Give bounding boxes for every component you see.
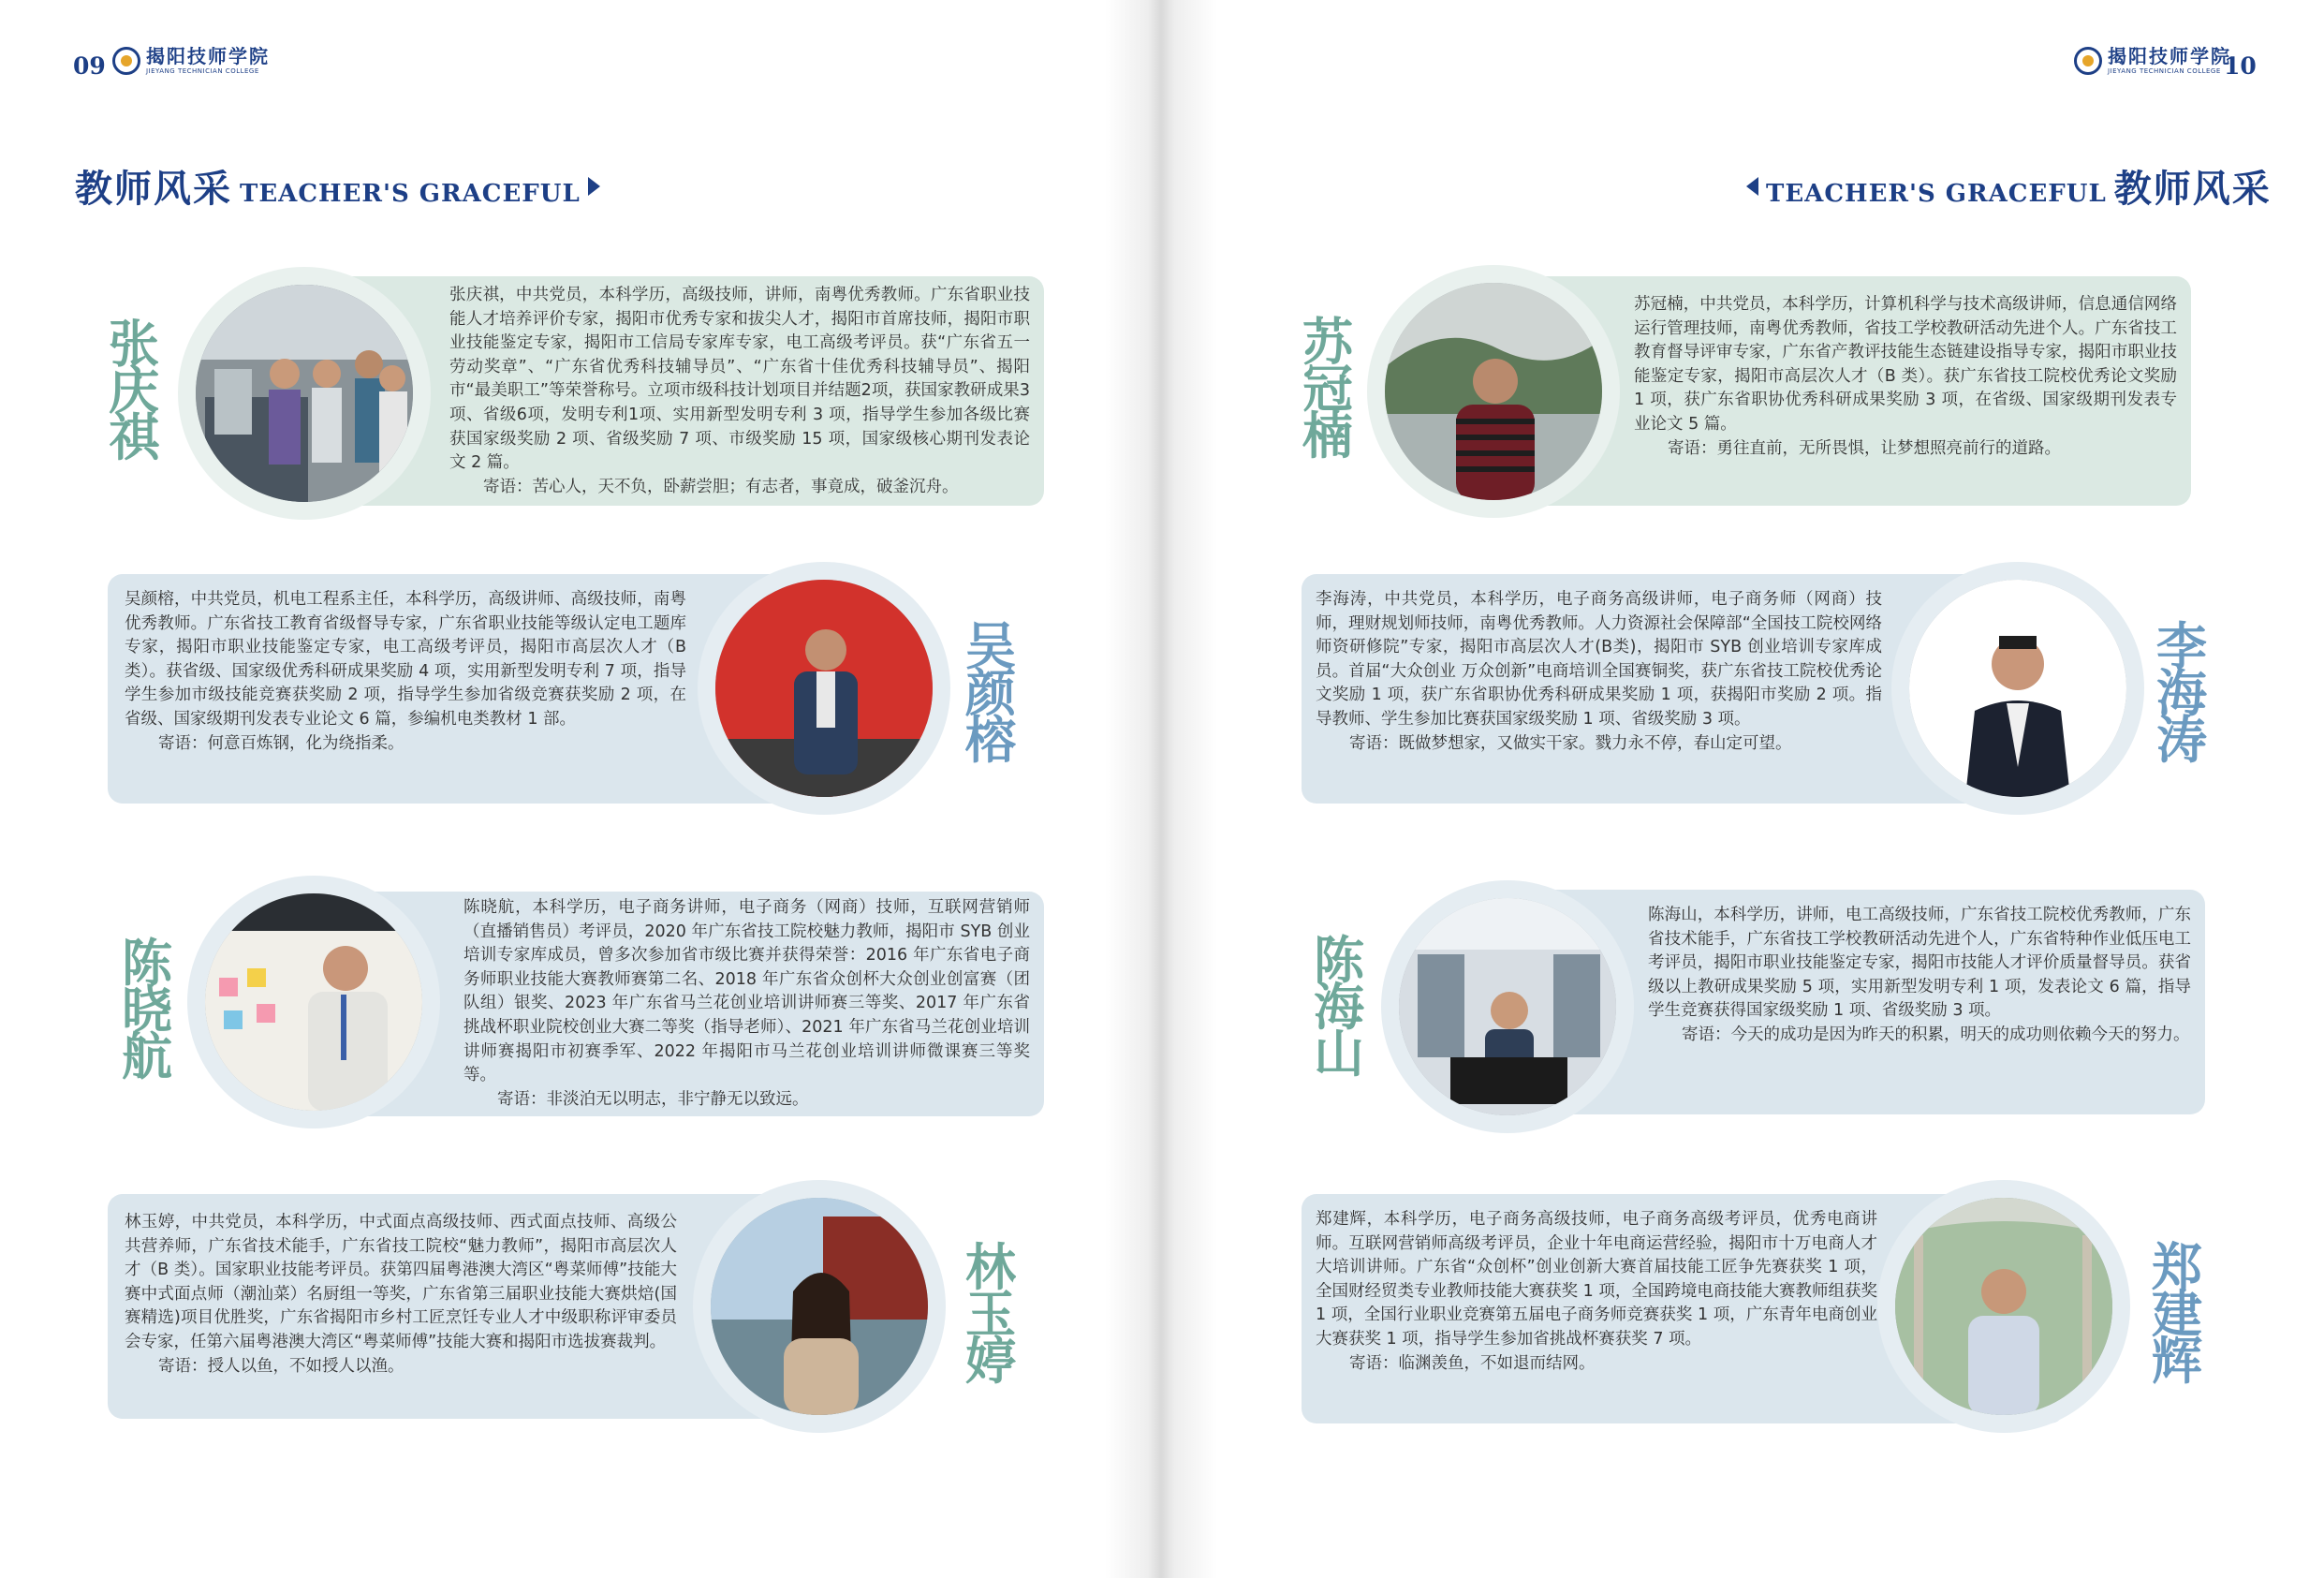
name-char: 张	[109, 314, 159, 374]
profile-bio	[1648, 904, 2191, 1048]
profile-photo	[1399, 898, 1616, 1115]
profile-photo-frame	[693, 1180, 946, 1433]
motto-text: 寄语：何意百炼钢，化为绕指柔。	[158, 733, 404, 753]
section-title-left	[75, 159, 600, 213]
name-char: 楠	[1302, 406, 1353, 465]
profile-photo-frame	[1877, 1180, 2130, 1433]
profile-bio	[1316, 1208, 1877, 1376]
name-char: 海	[2156, 663, 2207, 723]
college-logo-left	[112, 47, 270, 75]
arrow-right-icon	[588, 177, 600, 196]
motto-text: 寄语：勇往直前，无所畏惧，让梦想照亮前行的道路。	[1668, 438, 2061, 458]
bio-text: 林玉婷，中共党员，本科学历，中式面点高级技师、西式面点技师、高级公共营养师，广东省技术能手，广东省技工院校“魅力教师”，揭阳市高层次人才（B 类）。国家职业技能考评员。获第四届粤港澳大湾区“粤菜师傅”技能大赛中式面点师（潮汕菜）名厨组一等奖，广东省第三届职业技能大赛烘焙(国赛精选)项目优胜奖，广东省揭阳市乡村工匠烹饪专业人才中级职称评审委员会专家，任第六届粤港澳大湾区“粤菜师傅”技能大赛和揭阳市选拔赛裁判。	[125, 1213, 677, 1351]
motto-text: 寄语：既做梦想家，又做实干家。戮力永不停，春山定可望。	[1349, 733, 1792, 753]
name-char: 庆	[109, 361, 159, 420]
profile-bio	[125, 1211, 677, 1379]
logo-cn-text: 揭阳技师学院	[146, 45, 270, 67]
motto-text: 寄语：授人以鱼，不如授人以渔。	[158, 1356, 404, 1376]
photo-presenter-icon	[205, 893, 422, 1111]
profile-photo-frame	[698, 562, 950, 815]
teacher-name	[1302, 930, 1376, 1084]
name-char: 陈	[1314, 930, 1364, 990]
page-gutter	[1105, 0, 1217, 1578]
name-char: 郑	[2152, 1237, 2202, 1297]
motto-text: 寄语：临渊羡鱼，不如退而结网。	[1349, 1353, 1596, 1373]
profile-bio	[1634, 293, 2183, 461]
name-char: 海	[1314, 977, 1364, 1037]
teacher-name	[1290, 312, 1365, 465]
bio-text: 陈晓航，本科学历，电子商务讲师，电子商务（网商）技师，互联网营销师（直播销售员）考评员，2020 年广东省技工院校魅力教师，揭阳市 SYB 创业培训专家库成员，曾多次参加省市级比赛并获得荣誉：2016 年广东省电子商务师职业技能大赛教师赛第二名、2018 年广东省众创杯大众创业创富赛（团队组）银奖、2023 年广东省马兰花创业培训讲师赛三等奖、2017 年广东省挑战杯职业院校创业大赛二等奖（指导老师）、2021 年广东省马兰花创业培训讲师赛揭阳市初赛季军、2022 年揭阳市马兰花创业培训讲师微课赛三等奖等。	[463, 898, 1030, 1085]
motto-text: 寄语：苦心人，天不负，卧薪尝胆；有志者，事竟成，破釜沉舟。	[483, 477, 959, 496]
name-char: 婷	[965, 1331, 1016, 1391]
profile-photo	[711, 1198, 928, 1415]
profile-photo-frame	[1381, 880, 1634, 1133]
profile-photo	[205, 893, 422, 1111]
teacher-name	[2144, 616, 2219, 770]
name-char: 晓	[122, 980, 172, 1040]
name-char: 辉	[2152, 1331, 2202, 1391]
profile-bio	[449, 284, 1030, 499]
teacher-name	[2140, 1237, 2214, 1391]
name-char: 林	[965, 1237, 1016, 1297]
profile-photo	[1385, 283, 1602, 500]
photo-woman-outdoor-icon	[711, 1198, 928, 1415]
profile-bio	[125, 588, 692, 756]
teacher-name	[953, 616, 1028, 770]
photo-workshop-icon	[1399, 898, 1616, 1115]
profile-photo	[1909, 580, 2126, 797]
profile-bio	[1316, 588, 1882, 756]
bio-text: 苏冠楠，中共党员，本科学历，计算机科学与技术高级讲师，信息通信网络运行管理技师，南粤优秀教师，省技工学校教研活动先进个人。广东省技工教育督导评审专家，广东省产教评技能生态链建设指导专家，揭阳市职业技能鉴定专家，揭阳市高层次人才（B 类）。获广东省技工院校优秀论文奖励 1 项，获广东省职协优秀科研成果奖励 3 项，在省级、国家级期刊发表专业论文 5 篇。	[1634, 295, 2183, 434]
motto-text: 寄语：非淡泊无以明志，非宁静无以致远。	[497, 1089, 809, 1109]
profile-photo-frame	[1367, 265, 1620, 518]
logo-en-text: JIEYANG TECHNICIAN COLLEGE	[146, 67, 259, 75]
page-number-right: 10	[2224, 52, 2257, 80]
name-char: 李	[2156, 616, 2207, 676]
title-en: TEACHER'S GRACEFUL	[240, 180, 581, 208]
profile-photo	[715, 580, 933, 797]
bio-text: 吴颜榕，中共党员，机电工程系主任，本科学历，高级讲师、高级技师，南粤优秀教师。广东省技工教育省级督导专家，广东省职业技能等级认定电工题库专家，揭阳市职业技能鉴定专家，电工高级考评员，揭阳市高层次人才（B 类）。获省级、国家级优秀科研成果奖励 4 项，实用新型发明专利 7 项，指导学生参加市级技能竞赛获奖励 2 项，指导学生参加省级竞赛获奖励 2 项，在省级、国家级期刊发表专业论文 6 篇，参编机电类教材 1 部。	[125, 590, 692, 729]
name-char: 航	[122, 1026, 172, 1086]
photo-speaker-icon	[715, 580, 933, 797]
name-char: 涛	[2156, 710, 2207, 770]
name-char: 榕	[965, 710, 1016, 770]
section-title-right	[1746, 159, 2272, 213]
profile-photo-frame	[178, 267, 431, 520]
bio-text: 郑建辉，本科学历，电子商务高级技师，电子商务高级考评员，优秀电商讲师。互联网营销师高级考评员，企业十年电商运营经验，揭阳市十万电商人才大培训讲师。广东省“众创杯”创业创新大赛首届技能工匠争先赛获奖 1 项，全国财经贸类专业教师技能大赛获奖 1 项，全国跨境电商技能大赛教师组获奖 1 项，全国行业职业竞赛第五届电子商务师竞赛获奖 1 项，广东青年电商创业大赛获奖 1 项，指导学生参加省挑战杯赛获奖 7 项。	[1316, 1210, 1877, 1349]
logo-cn-text: 揭阳技师学院	[2108, 45, 2231, 67]
bio-text: 张庆祺，中共党员，本科学历，高级技师，讲师，南粤优秀教师。广东省职业技能人才培养评价专家，揭阳市优秀专家和拔尖人才，揭阳市首席技师，揭阳市职业技能鉴定专家，揭阳市工信局专家库专家，电工高级考评员。获“广东省五一劳动奖章”、“广东省优秀科技辅导员”、“广东省十佳优秀科技辅导员”、揭阳市“最美职工”等荣誉称号。立项市级科技计划项目并结题2项，获国家教研成果3项、省级6项，发明专利1项、实用新型发明专利 3 项，指导学生参加各级比赛获国家级奖励 2 项、省级奖励 7 项、市级奖励 15 项，国家级核心期刊发表论文 2 篇。	[449, 286, 1030, 473]
photo-man-suit-icon	[1909, 580, 2126, 797]
teacher-name	[96, 314, 171, 467]
photo-man-lake-icon	[1385, 283, 1602, 500]
bio-text: 陈海山，本科学历，讲师，电工高级技师，广东省技工院校优秀教师，广东省技术能手，广东省技工学校教研活动先进个人，广东省特种作业低压电工考评员，揭阳市职业技能鉴定专家，揭阳市技能人才评价质量督导员。获省级以上教研成果奖励 5 项，实用新型发明专利 1 项，发表论文 6 篇，指导学生竞赛获得国家级奖励 1 项、省级奖励 3 项。	[1648, 906, 2191, 1021]
name-char: 祺	[109, 407, 159, 467]
teacher-name	[110, 933, 184, 1086]
name-char: 陈	[122, 933, 172, 993]
logo-en-text: JIEYANG TECHNICIAN COLLEGE	[2108, 67, 2221, 75]
name-char: 苏	[1302, 312, 1353, 372]
college-emblem-icon	[2074, 47, 2102, 75]
college-logo-right	[2074, 47, 2231, 75]
page-number-left: 09	[73, 52, 106, 80]
teacher-name	[953, 1237, 1028, 1391]
title-cn: 教师风采	[75, 167, 232, 211]
arrow-left-icon	[1746, 177, 1758, 196]
motto-text: 寄语：今天的成功是因为昨天的积累，明天的成功则依赖今天的努力。	[1682, 1025, 2190, 1044]
college-emblem-icon	[112, 47, 140, 75]
profile-photo-frame	[187, 876, 440, 1128]
name-char: 建	[2152, 1284, 2202, 1344]
profile-photo	[1895, 1198, 2112, 1415]
profile-photo-frame	[1891, 562, 2144, 815]
profile-bio	[463, 896, 1030, 1112]
photo-man-garden-icon	[1895, 1198, 2112, 1415]
name-char: 吴	[965, 616, 1016, 676]
photo-lab-group-icon	[196, 285, 413, 502]
name-char: 颜	[965, 663, 1016, 723]
name-char: 冠	[1302, 359, 1353, 419]
title-cn: 教师风采	[2113, 167, 2272, 211]
profile-photo	[196, 285, 413, 502]
bio-text: 李海涛，中共党员，本科学历，电子商务高级讲师，电子商务师（网商）技师，理财规划师技师，南粤优秀教师。人力资源社会保障部“全国技工院校网络师资研修院”专家，揭阳市高层次人才(B类)，揭阳市 SYB 创业培训专家库成员。首届“大众创业 万众创新”电商培训全国赛铜奖，获广东省技工院校优秀论文奖励 1 项，获广东省职协优秀科研成果奖励 1 项，获揭阳市奖励 2 项。指导教师、学生参加比赛获国家级奖励 1 项、省级奖励 3 项。	[1316, 590, 1882, 729]
name-char: 山	[1314, 1024, 1364, 1084]
title-en: TEACHER'S GRACEFUL	[1766, 180, 2107, 208]
name-char: 玉	[965, 1284, 1016, 1344]
